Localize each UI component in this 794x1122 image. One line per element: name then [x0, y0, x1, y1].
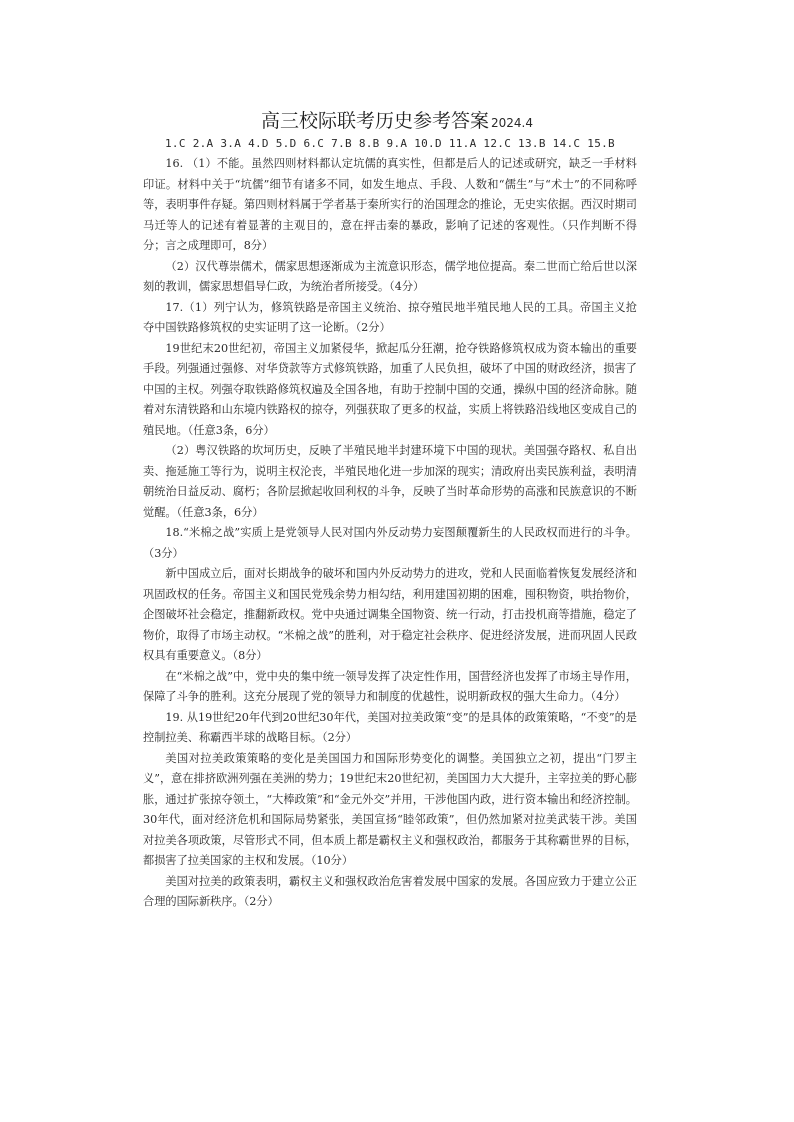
answer-paragraph: 美国对拉美政策策略的变化是美国国力和国际形势变化的调整。美国独立之初，提出“门罗主义”，意在排挤欧洲列强在美洲的势力；19世纪末20世纪初，美国国力大大提升，主宰拉美的野心膨胀，通过扩张掠夺领土，“大棒政策”和“金元外交”并用，干涉他国内政，进行资本输出和经济控制。30年代，面对经济危机和国际局势紧张，美国宣扬“睦邻政策”，但仍然加紧对拉美武装干涉。美国对拉美各项政策，尽管形式不同，但本质上都是霸权主义和强权政治，都服务于其称霸世界的目标，都损害了拉美国家的主权和发展。（10分） — [143, 751, 637, 867]
answer-paragraph: 在“米棉之战”中，党中央的集中统一领导发挥了决定性作用，国营经济也发挥了市场主导作用，保障了斗争的胜利。这充分展现了党的领导力和制度的优越性，说明新政权的强大生命力。（4分） — [143, 669, 637, 703]
page-title: 高三校际联考历史参考答案 — [260, 110, 489, 132]
answer-paragraph: 17.（1）列宁认为，修筑铁路是帝国主义统治、掠夺殖民地半殖民地人民的工具。帝国主义抢夺中国铁路修筑权的史实证明了这一论断。（2分） — [143, 300, 637, 334]
answer-paragraph: 19. 从19世纪20年代到20世纪30年代，美国对拉美政策“变”的是具体的政策策略，“不变”的是控制拉美、称霸西半球的战略目标。（2分） — [143, 710, 637, 744]
answer-paragraph: （2）汉代尊崇儒术，儒家思想逐渐成为主流意识形态，儒学地位提高。秦二世而亡给后世以深刻的教训，儒家思想倡导仁政，为统治者所接受。（4分） — [143, 259, 637, 293]
answer-paragraph: 美国对拉美的政策表明，霸权主义和强权政治危害着发展中国家的发展。各国应致力于建立公正合理的国际新秩序。（2分） — [143, 874, 637, 908]
answer-paragraph: 新中国成立后，面对长期战争的破坏和国内外反动势力的进攻，党和人民面临着恢复发展经济和巩固政权的任务。帝国主义和国民党残余势力相勾结，利用建国初期的困难，囤积物资，哄抬物价，企图破坏社会稳定，推翻新政权。党中央通过调集全国物资、统一行动，打击投机商等措施，稳定了物价，取得了市场主动权。“米棉之战”的胜利，对于稳定社会秩序、促进经济发展，进而巩固人民政权具有重要意义。（8分） — [143, 567, 637, 662]
answer-body — [143, 154, 637, 913]
exam-date: 2024.4 — [491, 116, 533, 130]
header — [0, 106, 794, 133]
answer-paragraph: 16. （1）不能。虽然四则材料都认定坑儒的真实性，但都是后人的记述或研究，缺乏一手材料印证。材料中关于“坑儒”细节有诸多不同，如发生地点、手段、人数和“儒生”与“术士”的不同称呼等，表明事件存疑。第四则材料属于学者基于秦所实行的治国理念的推论，无史实依据。西汉时期司马迁等人的记述有着显著的主观目的，意在抨击秦的暴政，影响了记述的客观性。（只作判断不得分；言之成理即可，8分） — [143, 157, 637, 252]
answer-paragraph: 19世纪末20世纪初，帝国主义加紧侵华，掀起瓜分狂潮，抢夺铁路修筑权成为资本输出的重要手段。列强通过强修、对华贷款等方式修筑铁路，加重了人民负担，破坏了中国的财政经济，损害了中国的主权。列强夺取铁路修筑权遍及全国各地，有助于控制中国的交通，操纵中国的经济命脉。随着对东清铁路和山东境内铁路权的掠夺，列强获取了更多的权益，实质上将铁路沿线地区变成自己的殖民地。（任意3条，6分） — [143, 341, 637, 437]
answer-paragraph: （2）粤汉铁路的坎坷历史，反映了半殖民地半封建环境下中国的现状。美国强夺路权、私自出卖、拖延施工等行为，说明主权沦丧，半殖民地化进一步加深的现实；清政府出卖民族利益，表明清朝统治日益反动、腐朽；各阶层掀起收回利权的斗争，反映了当时革命形势的高涨和民族意识的不断觉醒。（任意3条，6分） — [143, 444, 637, 519]
multiple-choice-answers: 1.C 2.A 3.A 4.D 5.D 6.C 7.B 8.B 9.A 10.D 11.A 12.C 13.B 14.C 15.B — [165, 137, 615, 150]
answer-paragraph: 18.“米棉之战”实质上是党领导人民对国内外反动势力妄图颠覆新生的人民政权而进行的斗争。（3分） — [143, 526, 637, 560]
